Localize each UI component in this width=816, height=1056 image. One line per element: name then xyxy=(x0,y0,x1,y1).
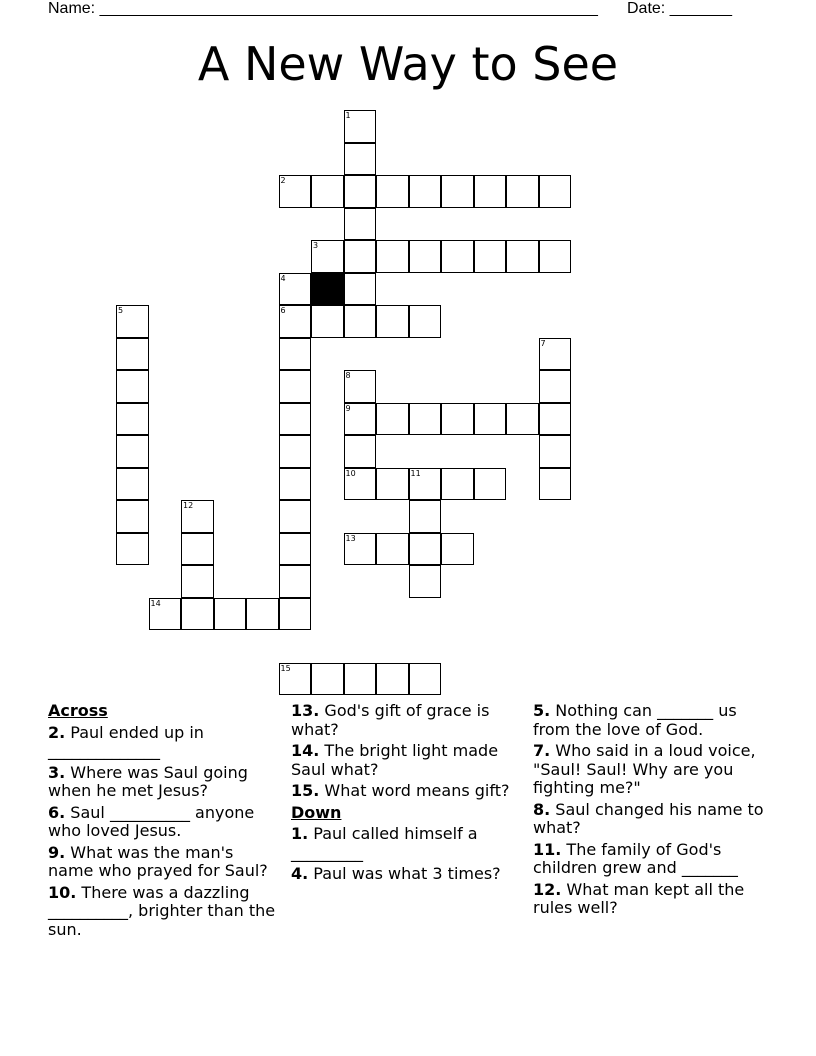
clue-number: 13. xyxy=(291,701,320,720)
clue-number-label: 13 xyxy=(345,533,356,543)
grid-cell[interactable] xyxy=(539,338,572,371)
grid-cell[interactable] xyxy=(409,175,442,208)
grid-cell[interactable] xyxy=(279,338,312,371)
clue-text: What was the man's name who prayed for Saul? xyxy=(48,842,268,880)
grid-cell[interactable] xyxy=(409,500,442,533)
grid-cell[interactable] xyxy=(279,598,312,631)
grid-cell[interactable] xyxy=(344,305,377,338)
clue-number-label: 7 xyxy=(540,338,546,348)
clue-column-2 xyxy=(291,702,523,887)
grid-cell[interactable] xyxy=(279,565,312,598)
clue-text: The bright light made Saul what? xyxy=(291,741,499,779)
down-clue xyxy=(533,702,765,739)
grid-cell[interactable] xyxy=(409,533,442,566)
grid-cell[interactable] xyxy=(506,403,539,436)
clue-text: Who said in a loud voice, "Saul! Saul! Why are you fighting me?" xyxy=(533,741,756,797)
grid-cell[interactable] xyxy=(376,533,409,566)
clue-number-label: 2 xyxy=(280,176,286,185)
grid-cell[interactable] xyxy=(539,175,572,208)
clue-number: 10. xyxy=(48,882,77,902)
grid-cell[interactable] xyxy=(474,240,507,273)
date-line: Date: _______ xyxy=(627,0,732,17)
grid-cell[interactable] xyxy=(474,175,507,208)
grid-cell[interactable] xyxy=(279,175,312,208)
clue-number: 15. xyxy=(291,781,320,800)
grid-cell[interactable] xyxy=(441,533,474,566)
down-clue xyxy=(533,881,765,918)
grid-cell[interactable] xyxy=(376,305,409,338)
grid-cell[interactable] xyxy=(181,598,214,631)
grid-cell[interactable] xyxy=(441,468,474,501)
grid-cell[interactable] xyxy=(506,175,539,208)
across-clue xyxy=(48,764,280,801)
grid-cell[interactable] xyxy=(344,370,377,403)
grid-cell[interactable] xyxy=(539,403,572,436)
grid-cell[interactable] xyxy=(344,143,377,176)
grid-cell[interactable] xyxy=(279,435,312,468)
down-clue xyxy=(533,742,765,798)
grid-cell[interactable] xyxy=(311,663,344,696)
grid-cell[interactable] xyxy=(539,370,572,403)
clue-column-1 xyxy=(48,702,280,942)
grid-cell[interactable] xyxy=(116,338,149,371)
down-clue xyxy=(533,801,765,838)
clue-number-label: 1 xyxy=(345,111,351,120)
across-clue xyxy=(291,782,523,801)
grid-cell[interactable] xyxy=(409,305,442,338)
grid-cell[interactable] xyxy=(344,403,377,436)
clue-number: 3. xyxy=(48,762,66,782)
clue-text: Saul changed his name to what? xyxy=(533,799,764,837)
grid-cell[interactable] xyxy=(441,403,474,436)
clue-number-label: 15 xyxy=(280,663,291,673)
clue-number: 5. xyxy=(533,701,551,720)
grid-cell[interactable] xyxy=(409,663,442,696)
clue-text: What word means gift? xyxy=(319,781,510,800)
name-line: Name: ________________________________________________________ xyxy=(48,0,598,17)
clue-number-label: 3 xyxy=(313,241,319,250)
grid-cell[interactable] xyxy=(409,240,442,273)
clue-text: There was a dazzling __________, brighter than the sun. xyxy=(48,882,276,939)
grid-cell[interactable] xyxy=(214,598,247,631)
clue-number: 6. xyxy=(48,802,66,822)
grid-cell[interactable] xyxy=(116,468,149,501)
grid-cell[interactable] xyxy=(181,565,214,598)
grid-cell[interactable] xyxy=(344,240,377,273)
clue-text: The family of God's children grew and _______ xyxy=(533,839,738,877)
grid-cell[interactable] xyxy=(376,663,409,696)
grid-cell[interactable] xyxy=(474,403,507,436)
grid-cell[interactable] xyxy=(376,468,409,501)
clue-text: God's gift of grace is what? xyxy=(291,701,490,739)
clue-number: 7. xyxy=(533,741,551,760)
clue-number-label: 14 xyxy=(150,598,161,608)
clue-number: 14. xyxy=(291,741,320,760)
black-cell xyxy=(311,273,344,306)
grid-cell[interactable] xyxy=(116,370,149,403)
grid-cell[interactable] xyxy=(344,468,377,501)
clue-text: Saul __________ anyone who loved Jesus. xyxy=(48,802,255,840)
clue-number: 12. xyxy=(533,879,562,899)
grid-cell[interactable] xyxy=(441,175,474,208)
clue-number-label: 5 xyxy=(118,306,124,315)
grid-cell[interactable] xyxy=(246,598,279,631)
clue-number-label: 9 xyxy=(345,403,351,413)
grid-cell[interactable] xyxy=(539,468,572,501)
grid-cell[interactable] xyxy=(311,305,344,338)
across-clue xyxy=(48,884,280,940)
grid-cell[interactable] xyxy=(116,435,149,468)
clue-text: Paul called himself a _________ xyxy=(291,824,478,862)
clue-text: Where was Saul going when he met Jesus? xyxy=(48,762,248,800)
down-clue xyxy=(533,841,765,878)
grid-cell[interactable] xyxy=(409,403,442,436)
clue-text: What man kept all the rules well? xyxy=(533,879,745,917)
across-clue xyxy=(48,724,280,761)
clue-number: 2. xyxy=(48,722,66,742)
grid-cell[interactable] xyxy=(279,663,312,696)
clue-text: Paul ended up in ______________ xyxy=(48,722,204,760)
grid-cell[interactable] xyxy=(149,598,182,631)
grid-cell[interactable] xyxy=(344,663,377,696)
grid-cell[interactable] xyxy=(376,175,409,208)
down-clue xyxy=(291,865,523,884)
clue-column-3 xyxy=(533,702,765,921)
grid-cell[interactable] xyxy=(279,468,312,501)
clue-number-label: 4 xyxy=(280,273,286,283)
clue-number: 4. xyxy=(291,864,309,883)
grid-cell[interactable] xyxy=(441,240,474,273)
grid-cell[interactable] xyxy=(344,533,377,566)
grid-cell[interactable] xyxy=(279,500,312,533)
clue-number: 8. xyxy=(533,799,551,819)
across-clue xyxy=(291,702,523,739)
grid-cell[interactable] xyxy=(116,500,149,533)
grid-cell[interactable] xyxy=(181,533,214,566)
grid-cell[interactable] xyxy=(344,273,377,306)
clue-number-label: 6 xyxy=(280,306,286,315)
grid-cell[interactable] xyxy=(279,370,312,403)
grid-cell[interactable] xyxy=(506,240,539,273)
clue-number-label: 11 xyxy=(410,468,421,478)
grid-cell[interactable] xyxy=(279,533,312,566)
clue-number-label: 12 xyxy=(183,501,194,510)
grid-cell[interactable] xyxy=(311,175,344,208)
clue-number-label: 8 xyxy=(345,371,351,380)
grid-cell[interactable] xyxy=(279,273,312,306)
grid-cell[interactable] xyxy=(116,403,149,436)
grid-cell[interactable] xyxy=(344,175,377,208)
grid-cell[interactable] xyxy=(279,305,312,338)
grid-cell[interactable] xyxy=(344,208,377,241)
grid-cell[interactable] xyxy=(539,435,572,468)
grid-cell[interactable] xyxy=(474,468,507,501)
across-clue xyxy=(48,804,280,841)
down-heading: Down xyxy=(291,802,342,822)
across-heading: Across xyxy=(48,701,108,720)
grid-cell[interactable] xyxy=(344,110,377,143)
clue-text: Nothing can _______ us from the love of God. xyxy=(533,701,737,739)
clue-number: 11. xyxy=(533,839,562,859)
clue-number: 9. xyxy=(48,842,66,862)
grid-cell[interactable] xyxy=(376,240,409,273)
clue-number-label: 10 xyxy=(345,468,356,478)
clue-number: 1. xyxy=(291,824,309,843)
grid-cell[interactable] xyxy=(409,565,442,598)
down-clue xyxy=(291,825,523,862)
grid-cell[interactable] xyxy=(116,533,149,566)
across-clue xyxy=(48,844,280,881)
grid-cell[interactable] xyxy=(539,240,572,273)
grid-cell[interactable] xyxy=(376,403,409,436)
grid-cell[interactable] xyxy=(409,468,442,501)
across-clue xyxy=(291,742,523,779)
page-title: A New Way to See xyxy=(197,37,619,91)
grid-cell[interactable] xyxy=(181,500,214,533)
grid-cell[interactable] xyxy=(311,240,344,273)
grid-cell[interactable] xyxy=(279,403,312,436)
clue-text: Paul was what 3 times? xyxy=(308,864,501,883)
grid-cell[interactable] xyxy=(344,435,377,468)
grid-cell[interactable] xyxy=(116,305,149,338)
